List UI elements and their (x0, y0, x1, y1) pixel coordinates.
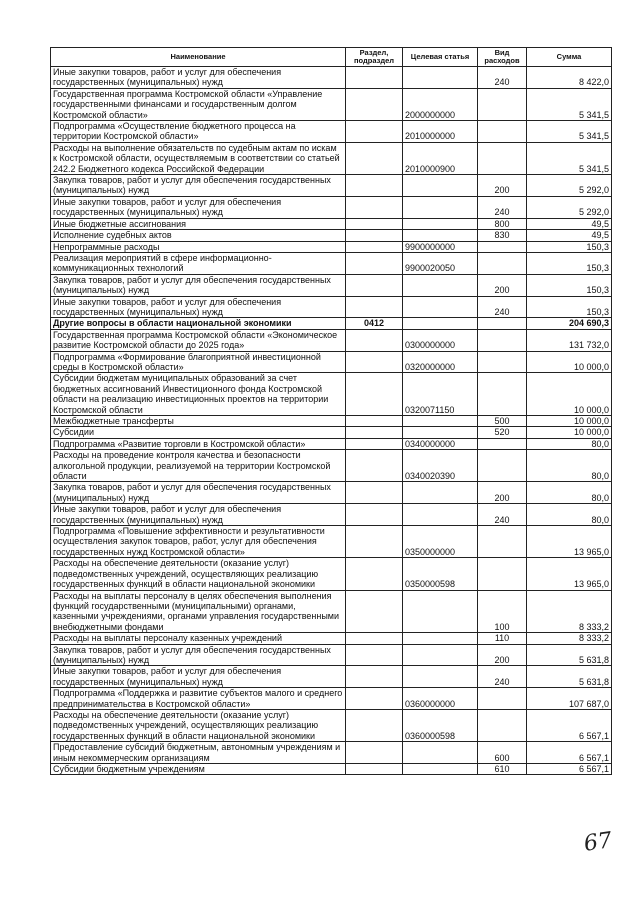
cell-article: 0360000000 (403, 688, 478, 710)
table-row (51, 88, 612, 120)
cell-section (346, 709, 403, 741)
cell-section (346, 526, 403, 558)
cell-sum: 80,0 (527, 504, 612, 526)
cell-sum: 5 341,5 (527, 121, 612, 143)
cell-name: Закупка товаров, работ и услуг для обеспечения государственных (муниципальных) нужд (51, 175, 346, 197)
cell-sum: 49,5 (527, 230, 612, 241)
cell-name: Иные закупки товаров, работ и услуг для обеспечения государственных (муниципальных) нужд (51, 666, 346, 688)
cell-sum: 10 000,0 (527, 373, 612, 416)
table-row (51, 450, 612, 482)
table-row (51, 373, 612, 416)
cell-sum: 5 631,8 (527, 644, 612, 666)
table-row (51, 318, 612, 329)
cell-kind (478, 241, 527, 252)
cell-section (346, 504, 403, 526)
table-row (51, 416, 612, 427)
cell-name: Иные закупки товаров, работ и услуг для обеспечения государственных (муниципальных) нужд (51, 296, 346, 318)
table-row (51, 252, 612, 274)
cell-sum: 13 965,0 (527, 558, 612, 590)
cell-article (403, 67, 478, 89)
table-row (51, 351, 612, 373)
cell-kind (478, 558, 527, 590)
cell-section (346, 427, 403, 438)
cell-sum: 5 341,5 (527, 88, 612, 120)
cell-name: Исполнение судебных актов (51, 230, 346, 241)
cell-section (346, 764, 403, 775)
cell-kind: 240 (478, 67, 527, 89)
cell-name: Иные закупки товаров, работ и услуг для обеспечения государственных (муниципальных) нужд (51, 67, 346, 89)
cell-kind: 800 (478, 218, 527, 229)
cell-article: 0300000000 (403, 329, 478, 351)
table-row (51, 526, 612, 558)
cell-article (403, 764, 478, 775)
cell-name: Закупка товаров, работ и услуг для обеспечения государственных (муниципальных) нужд (51, 482, 346, 504)
cell-name: Расходы на выплаты персоналу в целях обеспечения выполнения функций государственными (муниципальными) органами, казенными учреждениями, органами управления государственными внебюджетными фондами (51, 590, 346, 633)
cell-section (346, 218, 403, 229)
table-row (51, 666, 612, 688)
cell-kind (478, 688, 527, 710)
cell-name: Подпрограмма «Поддержка и развитие субъектов малого и среднего предпринимательства в Костромской области» (51, 688, 346, 710)
cell-kind (478, 526, 527, 558)
cell-section (346, 644, 403, 666)
cell-sum: 10 000,0 (527, 416, 612, 427)
table-row (51, 427, 612, 438)
cell-section (346, 274, 403, 296)
cell-kind: 240 (478, 296, 527, 318)
cell-section (346, 558, 403, 590)
cell-sum: 13 965,0 (527, 526, 612, 558)
cell-kind: 200 (478, 644, 527, 666)
cell-kind (478, 373, 527, 416)
table-row (51, 67, 612, 89)
cell-section: 0412 (346, 318, 403, 329)
cell-section (346, 296, 403, 318)
cell-name: Подпрограмма «Повышение эффективности и результативности осуществления закупок товаров, работ, услуг для обеспечения государственных нужд Костромской области» (51, 526, 346, 558)
cell-kind (478, 351, 527, 373)
cell-name: Непрограммные расходы (51, 241, 346, 252)
cell-name: Иные закупки товаров, работ и услуг для обеспечения государственных (муниципальных) нужд (51, 196, 346, 218)
cell-name: Иные бюджетные ассигнования (51, 218, 346, 229)
cell-kind (478, 329, 527, 351)
cell-article: 2010000000 (403, 121, 478, 143)
cell-article: 0350000000 (403, 526, 478, 558)
cell-kind: 240 (478, 504, 527, 526)
table-header-row (51, 48, 612, 67)
cell-article (403, 590, 478, 633)
table-row (51, 644, 612, 666)
table-row (51, 590, 612, 633)
cell-article: 2010000900 (403, 142, 478, 174)
cell-article: 0350000598 (403, 558, 478, 590)
table-row (51, 633, 612, 644)
table-row (51, 688, 612, 710)
table-row (51, 558, 612, 590)
cell-section (346, 175, 403, 197)
cell-sum: 107 687,0 (527, 688, 612, 710)
header-kind: Вид расходов (478, 48, 527, 67)
table-row (51, 218, 612, 229)
cell-kind (478, 142, 527, 174)
cell-name: Другие вопросы в области национальной экономики (51, 318, 346, 329)
cell-kind: 240 (478, 666, 527, 688)
cell-article (403, 175, 478, 197)
cell-section (346, 742, 403, 764)
cell-section (346, 450, 403, 482)
cell-name: Предоставление субсидий бюджетным, автономным учреждениям и иным некоммерческим организациям (51, 742, 346, 764)
cell-section (346, 633, 403, 644)
cell-article: 9900000000 (403, 241, 478, 252)
cell-name: Подпрограмма «Формирование благоприятной инвестиционной среды в Костромской области» (51, 351, 346, 373)
cell-sum: 5 292,0 (527, 196, 612, 218)
table-row (51, 438, 612, 449)
header-sum: Сумма (527, 48, 612, 67)
table-row (51, 230, 612, 241)
cell-article (403, 196, 478, 218)
cell-sum: 10 000,0 (527, 351, 612, 373)
cell-name: Реализация мероприятий в сфере информационно-коммуникационных технологий (51, 252, 346, 274)
cell-sum: 6 567,1 (527, 764, 612, 775)
cell-sum: 131 732,0 (527, 329, 612, 351)
cell-name: Субсидии (51, 427, 346, 438)
cell-sum: 5 292,0 (527, 175, 612, 197)
cell-article (403, 633, 478, 644)
cell-kind: 110 (478, 633, 527, 644)
cell-article: 0360000598 (403, 709, 478, 741)
cell-sum: 150,3 (527, 296, 612, 318)
table-row (51, 196, 612, 218)
table-row (51, 482, 612, 504)
cell-article (403, 504, 478, 526)
table-row (51, 742, 612, 764)
cell-name: Субсидии бюджетным учреждениям (51, 764, 346, 775)
cell-kind (478, 252, 527, 274)
cell-section (346, 67, 403, 89)
table-row (51, 764, 612, 775)
cell-name: Государственная программа Костромской области «Управление государственными финансами и государственным долгом Костромской области» (51, 88, 346, 120)
cell-name: Закупка товаров, работ и услуг для обеспечения государственных (муниципальных) нужд (51, 644, 346, 666)
cell-name: Межбюджетные трансферты (51, 416, 346, 427)
cell-name: Иные закупки товаров, работ и услуг для обеспечения государственных (муниципальных) нужд (51, 504, 346, 526)
cell-article: 0320000000 (403, 351, 478, 373)
cell-section (346, 373, 403, 416)
cell-article: 0320071150 (403, 373, 478, 416)
cell-kind: 610 (478, 764, 527, 775)
cell-article (403, 318, 478, 329)
header-name: Наименование (51, 48, 346, 67)
cell-name: Расходы на выплаты персоналу казенных учреждений (51, 633, 346, 644)
cell-article (403, 644, 478, 666)
cell-sum: 150,3 (527, 274, 612, 296)
cell-section (346, 329, 403, 351)
cell-section (346, 142, 403, 174)
cell-sum: 10 000,0 (527, 427, 612, 438)
cell-section (346, 121, 403, 143)
table-row (51, 241, 612, 252)
page-number: 67 (582, 828, 614, 857)
cell-article (403, 666, 478, 688)
cell-article (403, 230, 478, 241)
cell-sum: 6 567,1 (527, 709, 612, 741)
cell-sum: 49,5 (527, 218, 612, 229)
cell-article (403, 274, 478, 296)
cell-sum: 204 690,3 (527, 318, 612, 329)
cell-sum: 80,0 (527, 438, 612, 449)
cell-kind: 200 (478, 274, 527, 296)
budget-table (50, 47, 612, 775)
cell-section (346, 88, 403, 120)
cell-section (346, 196, 403, 218)
cell-kind: 100 (478, 590, 527, 633)
cell-article: 2000000000 (403, 88, 478, 120)
cell-kind: 520 (478, 427, 527, 438)
cell-sum: 5 341,5 (527, 142, 612, 174)
cell-kind (478, 318, 527, 329)
cell-sum: 80,0 (527, 482, 612, 504)
cell-sum: 5 631,8 (527, 666, 612, 688)
cell-name: Субсидии бюджетам муниципальных образований за счет бюджетных ассигнований Инвестиционного фонда Костромской области на реализацию инвестиционных проектов на территории Костромской области (51, 373, 346, 416)
cell-kind (478, 121, 527, 143)
cell-section (346, 688, 403, 710)
cell-kind: 500 (478, 416, 527, 427)
cell-article: 0340020390 (403, 450, 478, 482)
cell-kind (478, 709, 527, 741)
cell-name: Расходы на обеспечение деятельности (оказание услуг) подведомственных учреждений, осуществляющих реализацию государственных функций в области национальной экономики (51, 709, 346, 741)
table-row (51, 329, 612, 351)
cell-article (403, 427, 478, 438)
cell-name: Подпрограмма «Осуществление бюджетного процесса на территории Костромской области» (51, 121, 346, 143)
cell-kind: 600 (478, 742, 527, 764)
cell-name: Подпрограмма «Развитие торговли в Костромской области» (51, 438, 346, 449)
table-row (51, 142, 612, 174)
header-article: Целевая статья (403, 48, 478, 67)
cell-name: Государственная программа Костромской области «Экономическое развитие Костромской области до 2025 года» (51, 329, 346, 351)
cell-section (346, 482, 403, 504)
cell-sum: 8 333,2 (527, 590, 612, 633)
cell-article: 9900020050 (403, 252, 478, 274)
cell-sum: 80,0 (527, 450, 612, 482)
header-section: Раздел, подраздел (346, 48, 403, 67)
cell-section (346, 666, 403, 688)
cell-name: Закупка товаров, работ и услуг для обеспечения государственных (муниципальных) нужд (51, 274, 346, 296)
cell-sum: 8 422,0 (527, 67, 612, 89)
cell-sum: 150,3 (527, 241, 612, 252)
table-row (51, 121, 612, 143)
table-row (51, 709, 612, 741)
cell-sum: 6 567,1 (527, 742, 612, 764)
cell-section (346, 252, 403, 274)
cell-sum: 8 333,2 (527, 633, 612, 644)
cell-article (403, 296, 478, 318)
table-row (51, 296, 612, 318)
cell-kind: 240 (478, 196, 527, 218)
cell-section (346, 230, 403, 241)
cell-section (346, 416, 403, 427)
table-row (51, 504, 612, 526)
table-row (51, 274, 612, 296)
cell-kind: 830 (478, 230, 527, 241)
cell-name: Расходы на выполнение обязательств по судебным актам по искам к Костромской области, осуществляемым в соответствии со статьей 242.2 Бюджетного кодекса Российской Федерации (51, 142, 346, 174)
cell-section (346, 590, 403, 633)
cell-section (346, 241, 403, 252)
cell-name: Расходы на обеспечение деятельности (оказание услуг) подведомственных учреждений, осуществляющих реализацию государственных функций в области национальной экономики (51, 558, 346, 590)
cell-kind: 200 (478, 175, 527, 197)
table-row (51, 175, 612, 197)
cell-sum: 150,3 (527, 252, 612, 274)
cell-name: Расходы на проведение контроля качества и безопасности алкогольной продукции, реализуемой на территории Костромской области (51, 450, 346, 482)
cell-article (403, 482, 478, 504)
cell-article (403, 742, 478, 764)
cell-section (346, 351, 403, 373)
cell-article (403, 218, 478, 229)
cell-section (346, 438, 403, 449)
cell-kind: 200 (478, 482, 527, 504)
cell-kind (478, 438, 527, 449)
cell-article (403, 416, 478, 427)
cell-kind (478, 450, 527, 482)
cell-kind (478, 88, 527, 120)
cell-article: 0340000000 (403, 438, 478, 449)
